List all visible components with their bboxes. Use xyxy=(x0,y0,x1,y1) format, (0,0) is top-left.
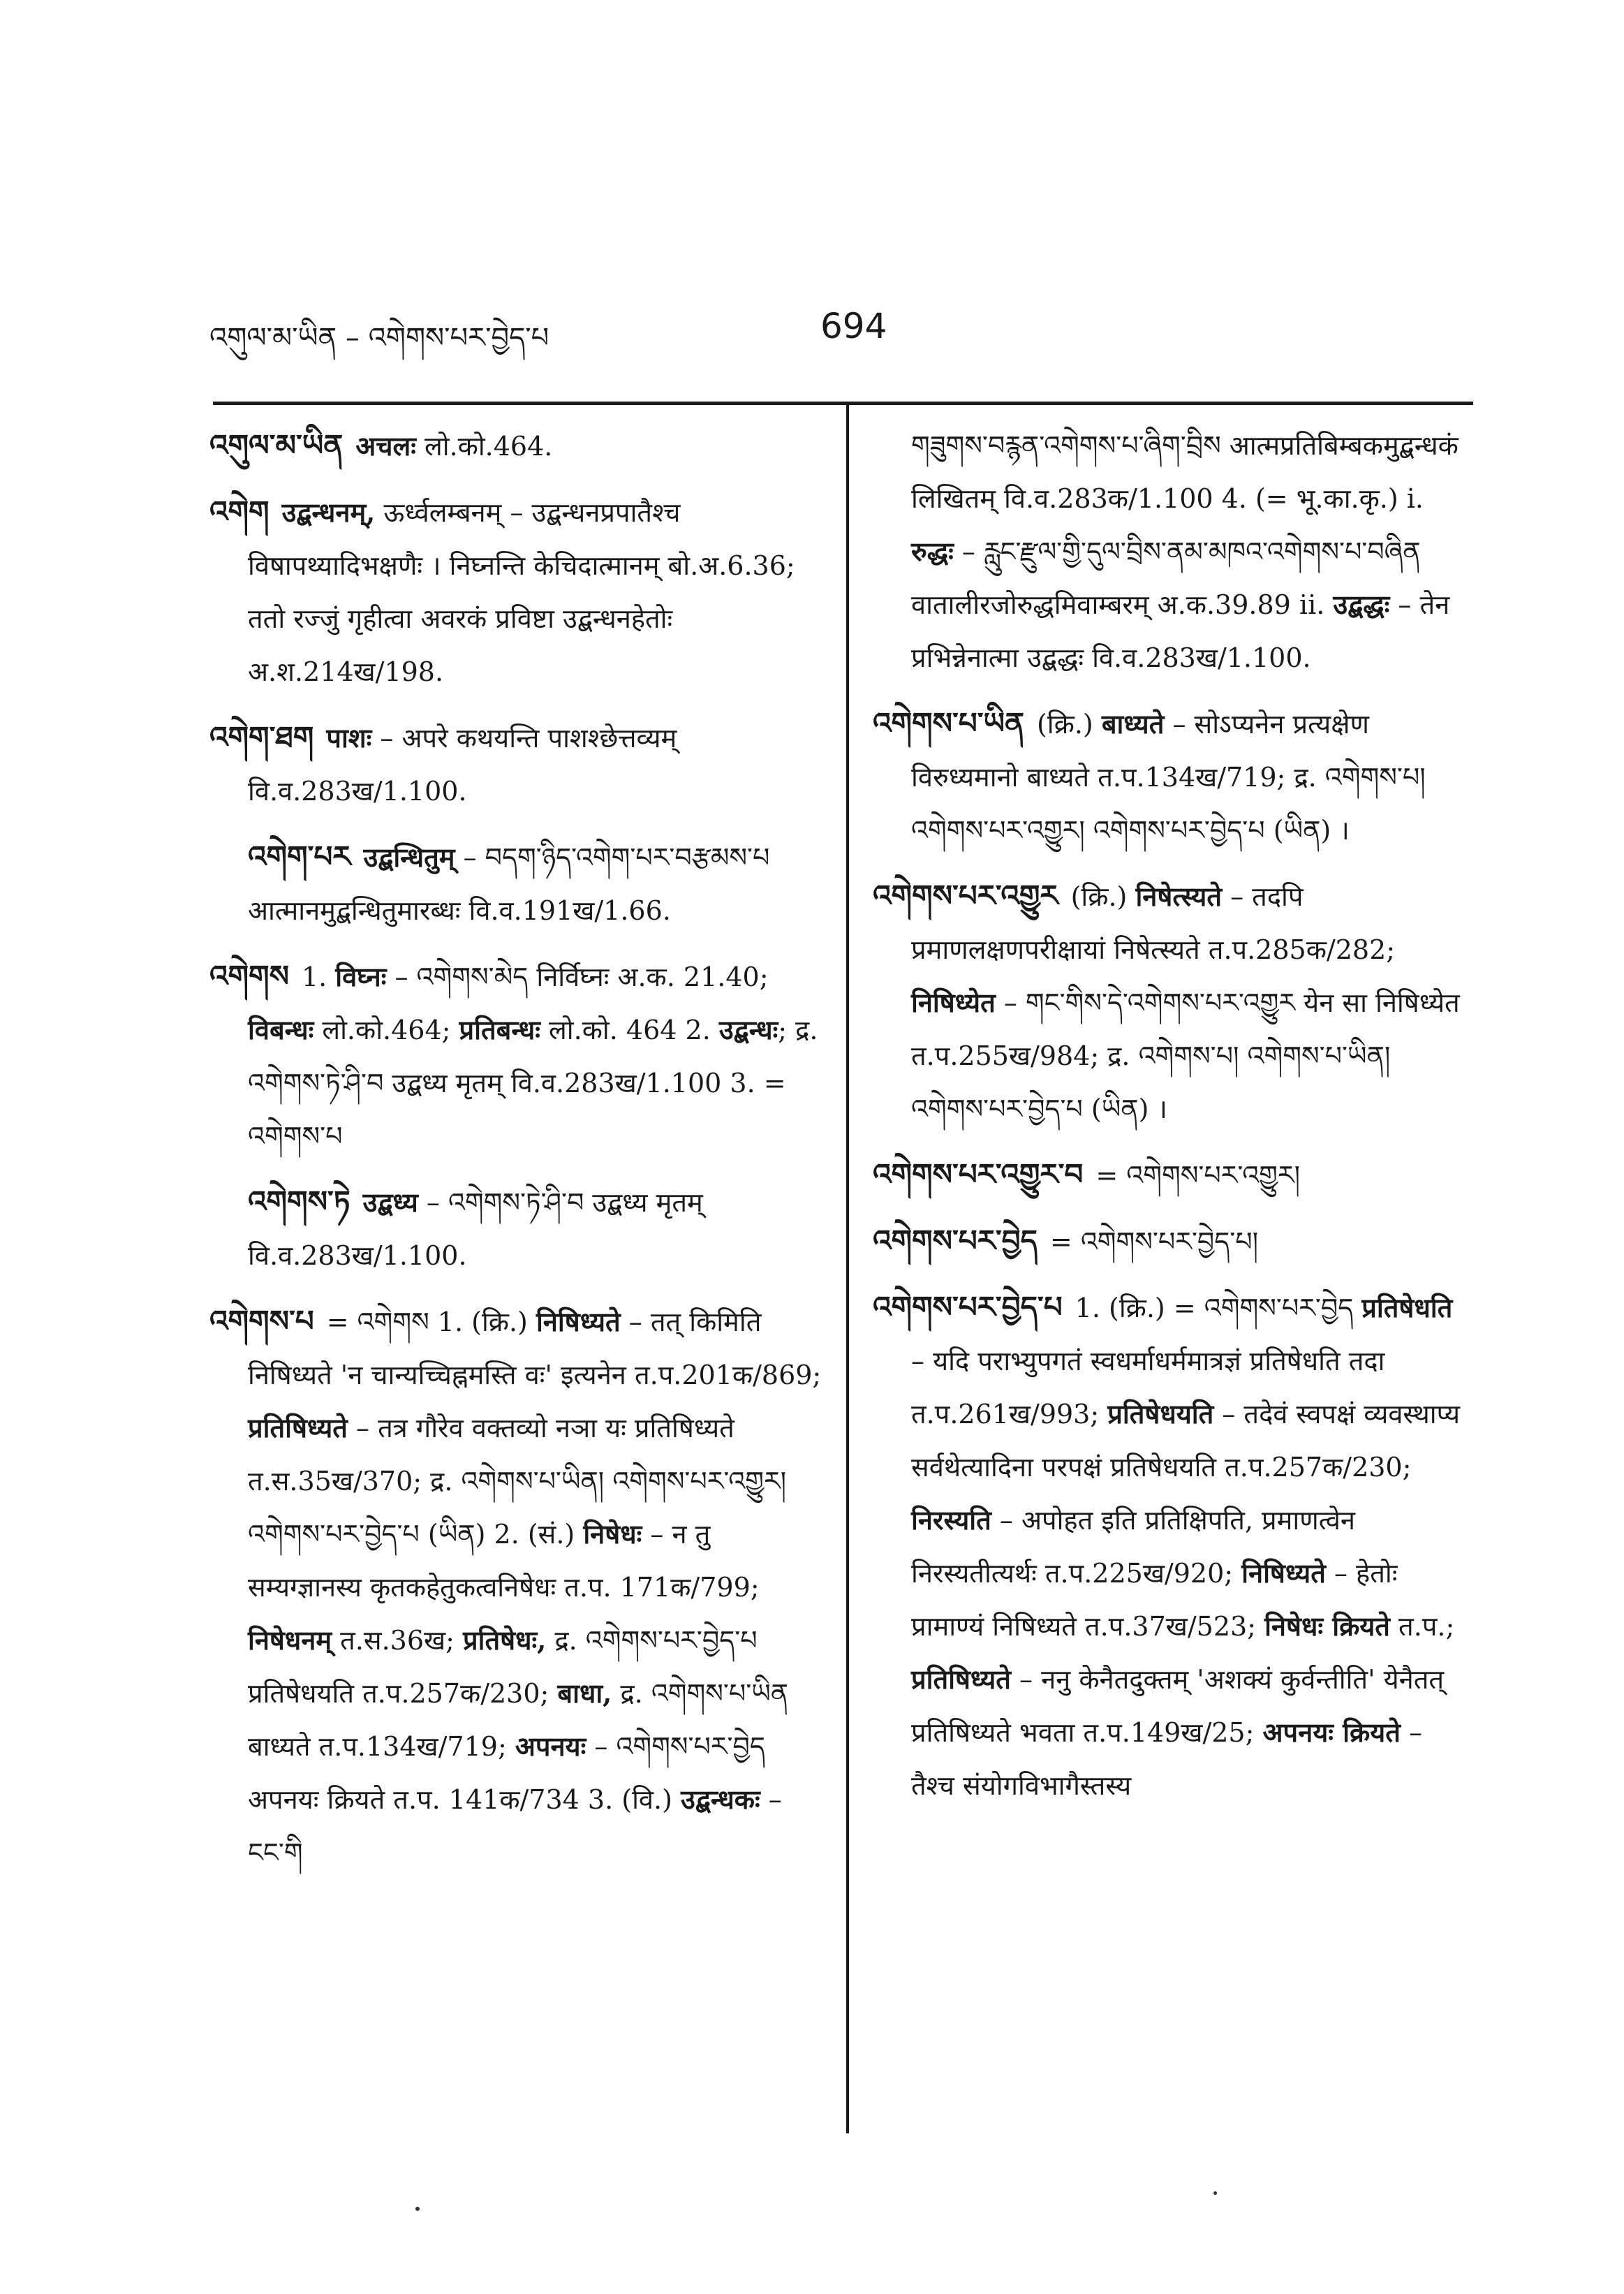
sanskrit-equivalent: निषिध्यते xyxy=(1241,1557,1326,1589)
entry-text: (क्रि.) xyxy=(1070,881,1136,912)
entry-text: – तत् किमिति निषिध्यते 'न चान्यच्चिह्नमस्ति वः' इत्यनेन त.प.201क/869; xyxy=(248,1307,822,1390)
sanskrit-equivalent: निषेधः xyxy=(583,1518,642,1550)
entry-text: – हेतोः प्रामाण्यं निषिध्यते त.प.37ख/523; xyxy=(911,1558,1398,1642)
sanskrit-equivalent: उद्बन्धकः xyxy=(681,1784,760,1815)
entry-text: – तत्र गौरेव वक्तव्यो नञा यः प्रतिषिध्यते त.स.35ख/370; द्र. འགེགས་པ་ཡིན། འགེགས་པར་འགྱུར། འགེགས་པར་བྱེད་པ (ཡིན) 2. (सं.) xyxy=(248,1413,787,1550)
entry-text: – ननु केनैतदुक्तम् 'अशक्यं कुर्वन्तीति' येनैतत् प्रतिषिध्यते भवता त.प.149ख/25; xyxy=(911,1664,1445,1748)
entry-text: त.प.; xyxy=(1389,1611,1455,1642)
sanskrit-equivalent: उद्बन्धः xyxy=(718,1014,778,1045)
headword: འགུལ་མ་ཡིན xyxy=(209,428,344,462)
sanskrit-equivalent: प्रतिषिध्यते xyxy=(911,1663,1011,1695)
sanskrit-equivalent: उद्बन्धनम्, xyxy=(281,497,376,528)
entry-text: – तदेवं स्वपक्षं व्यवस्थाप्य सर्वथेत्यादिना परपक्षं प्रतिषेधयति त.प.257क/230; xyxy=(911,1399,1461,1483)
sanskrit-equivalent: उद्बद्धः xyxy=(1333,589,1390,620)
entry-text: = འགེགས་པར་འགྱུར། xyxy=(1095,1160,1301,1191)
entry-text: 1. xyxy=(301,962,336,992)
running-header: འགུལ་མ་ཡིན – འགེགས་པར་བྱེད་པ xyxy=(209,322,549,354)
entry-text: लो.को. 464 2. xyxy=(540,1015,719,1045)
sanskrit-equivalent: उद्बध्य xyxy=(362,1186,418,1218)
sub-entry xyxy=(209,1175,824,1282)
entry-text: – तदपि प्रमाणलक्षणपरीक्षायां निषेत्स्यते त.प.285क/282; xyxy=(911,881,1396,965)
entry-text: ; द्र. འགེགས་ཏེ་ཤི་བ उद्बध्य मृतम् वि.व.283ख/1.100 3. = འགེགས་པ xyxy=(248,1015,818,1152)
entry-text: त.स.36ख; xyxy=(332,1625,463,1656)
sanskrit-equivalent: प्रतिषेधयति xyxy=(1107,1398,1214,1429)
entry-text: – तेन प्रभिन्नेनात्मा उद्बद्धः वि.व.283ख/1.100. xyxy=(911,589,1450,673)
entry-text: – तैश्च संयोगविभागैस्तस्य xyxy=(911,1717,1422,1801)
scan-speck xyxy=(415,2207,420,2211)
sanskrit-equivalent: निरस्यति xyxy=(911,1504,991,1536)
dictionary-entry xyxy=(209,485,824,698)
left-column xyxy=(209,419,824,1892)
sanskrit-equivalent: विघ्नः xyxy=(335,961,387,992)
entry-text: द्र. འགེགས་པ་ཡིན बाध्यते त.प.134ख/719; xyxy=(248,1678,789,1762)
sanskrit-equivalent: प्रतिषिध्यते xyxy=(248,1412,348,1443)
entry-text: – བདག་ཉིད་འགེག་པར་བརྩམས་པ आत्मानमुद्बन्धितुमारब्धः वि.व.191ख/1.66. xyxy=(248,842,770,926)
sub-entry xyxy=(209,830,824,937)
dictionary-entry xyxy=(209,711,824,818)
entry-text: ऊर्ध्वलम्बनम् – उद्बन्धनप्रपातैश्च विषापथ्यादिभक्षणैः । निघ्नन्ति केचिदात्मानम् बो.अ.6.36; ततो रज्जुं गृहीत्वा अवरकं प्रविष्टा उद्बन्धनहेतोः अ.श.214ख/198. xyxy=(248,497,795,687)
dictionary-entry xyxy=(209,1295,824,1879)
entry-text: – གང་གིས་དེ་འགེགས་པར་འགྱུར येन सा निषिध्येत त.प.255ख/984; द्र. འགེགས་པ། འགེགས་པ་ཡིན། འགེགས་པར་བྱེད་པ (ཡིན) । xyxy=(911,987,1460,1124)
entry-text: – ངང་གི xyxy=(248,1784,782,1868)
scan-speck xyxy=(1213,2191,1217,2195)
sanskrit-equivalent: निषिध्यते xyxy=(536,1306,621,1337)
dictionary-entry xyxy=(209,419,824,473)
headword: འགེགས་པར་བྱེད་པ xyxy=(873,1290,1063,1324)
sanskrit-equivalent: विबन्धः xyxy=(248,1014,314,1045)
sanskrit-equivalent: प्रतिबन्धः xyxy=(459,1014,540,1045)
entry-text: द्र. འགེགས་པར་བྱེད་པ प्रतिषेधयति त.प.257क/230; xyxy=(248,1625,758,1709)
entry-text: लो.को.464. xyxy=(415,431,553,462)
sanskrit-equivalent: निषेधनम् xyxy=(248,1624,332,1656)
headword: འགེག་པར xyxy=(248,839,351,874)
sanskrit-equivalent: प्रतिषेधः, xyxy=(463,1624,547,1656)
sanskrit-equivalent: बाध्यते xyxy=(1101,708,1165,740)
sanskrit-equivalent: रुद्धः xyxy=(911,536,954,567)
entry-text: – अपरे कथयन्ति पाशश्छेत्तव्यम् वि.व.283ख/1.100. xyxy=(248,723,677,807)
dictionary-entry xyxy=(873,1214,1473,1268)
headword: འགེགས་པ xyxy=(209,1304,314,1338)
dictionary-entry xyxy=(209,950,824,1163)
headword: འགེགས་པར་འགྱུར xyxy=(873,878,1058,913)
sanskrit-equivalent: पाशः xyxy=(326,722,372,753)
headword: འགེགས་པར་བྱེད xyxy=(873,1223,1038,1258)
headword: འགེགས་ཏེ xyxy=(248,1184,350,1219)
sanskrit-equivalent: निषेधः क्रियते xyxy=(1264,1610,1390,1642)
sanskrit-equivalent: अपनयः क्रियते xyxy=(1262,1716,1401,1748)
entry-text: – न तु सम्यग्ज्ञानस्य कृतकहेतुकत्वनिषेधः त.प. 171क/799; xyxy=(248,1519,760,1603)
sanskrit-equivalent: बाधा, xyxy=(557,1677,612,1709)
headword: འགེགས་པ་ཡིན xyxy=(873,706,1024,740)
headword: འགེགས་པར་འགྱུར་བ xyxy=(873,1157,1084,1191)
entry-text: – རླུང་རྫུལ་གྱི་དུལ་བྲིས་ནམ་མཁའ་འགེགས་པ་བཞིན वातालीरजोरुद्धमिवाम्बरम् अ.क.39.89 ii. xyxy=(911,536,1421,620)
header-rule xyxy=(213,402,1473,405)
continued-entry xyxy=(873,419,1473,684)
sanskrit-equivalent: निषेत्स्यते xyxy=(1135,881,1222,912)
entry-text: གཟུགས་བརྙན་འགེགས་པ་ཞིག་བྲིས आत्मप्रतिबिम्बकमुद्बन्धकं लिखितम् वि.व.283क/1.100 4. (= भू.का.कृ.) i. xyxy=(911,430,1459,514)
headword: འགེག་ཐག xyxy=(209,720,314,754)
entry-text: = འགེགས་པར་བྱེད་པ། xyxy=(1049,1226,1259,1257)
right-column xyxy=(873,419,1473,1825)
entry-text: – འགེགས་མེད निर्विघ्नः अ.क. 21.40; xyxy=(386,962,769,992)
headword: འགེགས xyxy=(209,959,289,993)
sanskrit-equivalent: अचलः xyxy=(355,430,416,462)
entry-text: (क्रि.) xyxy=(1036,709,1102,740)
sanskrit-equivalent: अपनयः xyxy=(515,1730,586,1762)
entry-text: 1. (क्रि.) = འགེགས་པར་བྱེད xyxy=(1075,1293,1362,1323)
sanskrit-equivalent: निषिध्येत xyxy=(911,987,996,1018)
dictionary-entry xyxy=(873,697,1473,857)
entry-text: – यदि पराभ्युपगतं स्वधर्माधर्ममात्रज्ञं प्रतिषेधति तदा त.प.261ख/993; xyxy=(911,1346,1385,1429)
sanskrit-equivalent: उद्बन्धितुम् xyxy=(363,841,455,873)
column-divider xyxy=(846,405,849,2133)
entry-text: – अपोहत इति प्रतिक्षिपति, प्रमाणत्वेन निरस्यतीत्यर्थः त.प.225ख/920; xyxy=(911,1505,1355,1589)
headword: འགེག xyxy=(209,494,270,529)
sanskrit-equivalent: प्रतिषेधति xyxy=(1361,1292,1453,1323)
entry-text: – འགེགས་ཏེ་ཤི་བ उद्बध्य मृतम् वि.व.283ख/1.100. xyxy=(248,1187,703,1271)
entry-text: – सोऽप्यनेन प्रत्यक्षेण विरुध्यमानो बाध्यते त.प.134ख/719; द्र. འགེགས་པ། འགེགས་པར་འགྱུར། འགེགས་པར་བྱེད་པ (ཡིན) । xyxy=(911,709,1426,846)
dictionary-entry xyxy=(873,1148,1473,1202)
dictionary-entry xyxy=(873,1281,1473,1812)
entry-text: – འགེགས་པར་བྱེད अपनयः क्रियते त.प. 141क/734 3. (वि.) xyxy=(248,1731,765,1815)
entry-text: लो.को.464; xyxy=(313,1015,459,1045)
dictionary-entry xyxy=(873,869,1473,1135)
entry-text: = འགེགས 1. (क्रि.) xyxy=(326,1307,536,1337)
page-number: 694 xyxy=(820,306,887,346)
